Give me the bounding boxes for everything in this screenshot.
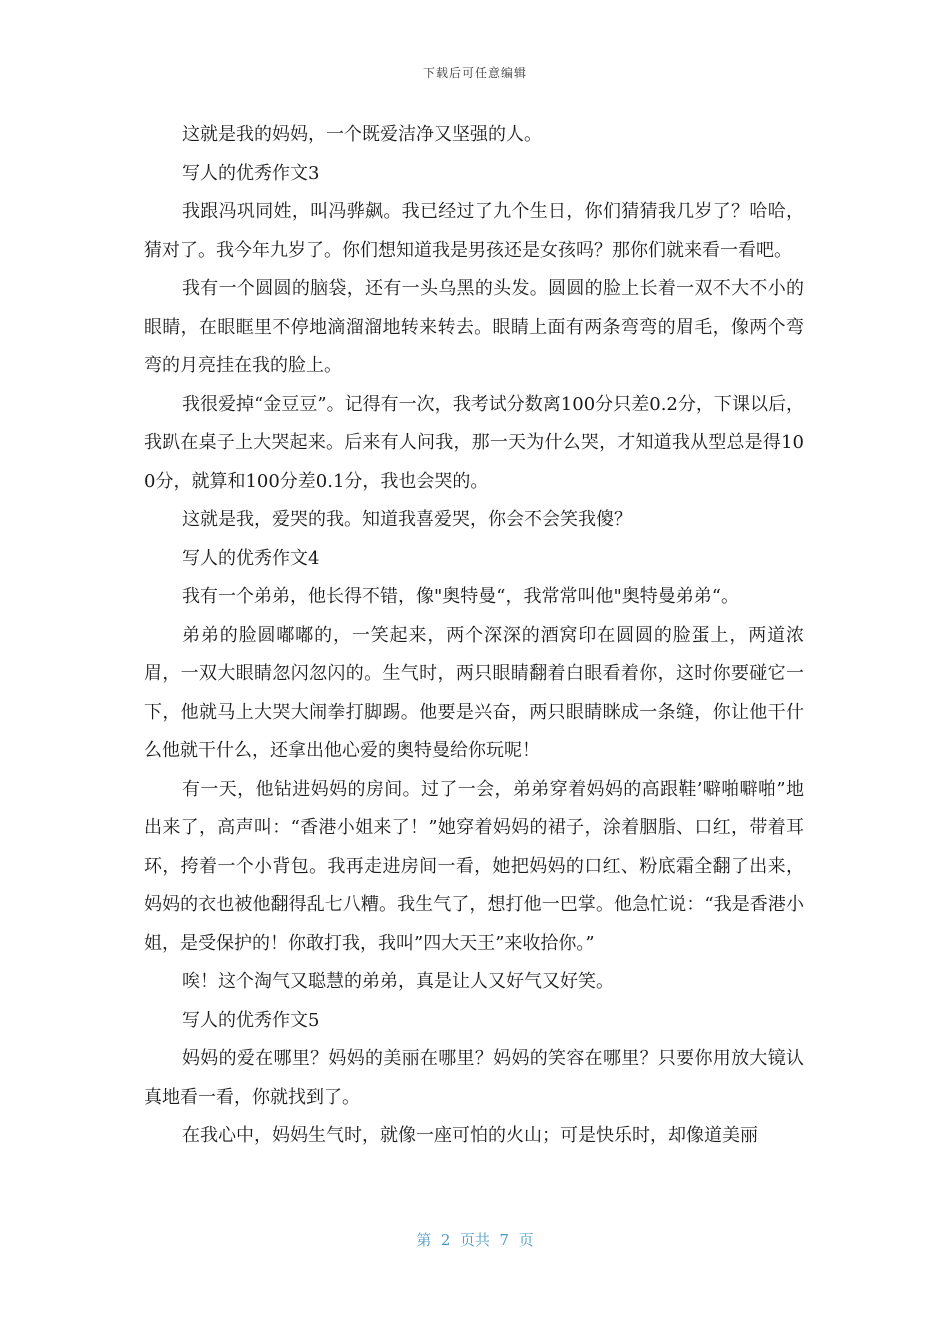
- page-header: 下载后可任意编辑: [422, 66, 527, 80]
- section-title: 写人的优秀作文3: [182, 162, 320, 184]
- paragraph: 在我心中，妈妈生气时，就像一座可怕的火山；可是快乐时，却像道美丽: [182, 1125, 758, 1146]
- paragraph: 我很爱掉“金豆豆”。记得有一次，我考试分数离100分只差0.2分，下课以后，我趴在桌子上大哭起来。后来有人问我，那一天为什么哭，才知道我从型总是得100分，就算和100分差0.1分，我也会哭的。: [144, 393, 804, 492]
- section-title: 写人的优秀作文4: [182, 547, 320, 569]
- document-body: [144, 116, 804, 1156]
- paragraph: 我有一个圆圆的脑袋，还有一头乌黑的头发。圆圆的脸上长着一双不大不小的眼睛，在眼眶里不停地滴溜溜地转来转去。眼睛上面有两条弯弯的眉毛，像两个弯弯的月亮挂在我的脸上。: [144, 278, 804, 376]
- section-title: 写人的优秀作文5: [182, 1009, 320, 1031]
- paragraph: 我跟冯巩同姓，叫冯骅飙。我已经过了九个生日，你们猜猜我几岁了？哈哈，猜对了。我今年九岁了。你们想知道我是男孩还是女孩吗？那你们就来看一看吧。: [144, 201, 804, 261]
- paragraph: 这就是我，爱哭的我。知道我喜爱哭，你会不会笑我傻？: [182, 509, 632, 530]
- paragraph: 唉！这个淘气又聪慧的弟弟，真是让人又好气又好笑。: [182, 971, 614, 992]
- paragraph: 有一天，他钻进妈妈的房间。过了一会，弟弟穿着妈妈的高跟鞋’噼啪噼啪”地出来了，高声叫：“香港小姐来了！”她穿着妈妈的裙子，涂着胭脂、口红，带着耳环，挎着一个小背包。我再走进房间一看，她把妈妈的口红、粉底霜全翻了出来，妈妈的衣也被他翻得乱七八糟。我生气了，想打他一巴掌。他急忙说：“我是香港小姐，是受保护的！你敢打我，我叫”四大天王”来收拾你。”: [144, 778, 804, 954]
- page-number: 第 2 页共 7 页: [416, 1231, 534, 1249]
- paragraph: 弟弟的脸圆嘟嘟的，一笑起来，两个深深的酒窝印在圆圆的脸蛋上，两道浓眉，一双大眼睛忽闪忽闪的。生气时，两只眼睛翻着白眼看着你，这时你要碰它一下，他就马上大哭大闹拳打脚踢。他要是兴奋，两只眼睛眯成一条缝，你让他干什么他就干什么，还拿出他心爱的奥特曼给你玩呢！: [144, 624, 804, 761]
- paragraph: 这就是我的妈妈，一个既爱洁净又坚强的人。: [182, 124, 542, 145]
- paragraph: 妈妈的爱在哪里？妈妈的美丽在哪里？妈妈的笑容在哪里？只要你用放大镜认真地看一看，你就找到了。: [144, 1048, 804, 1108]
- paragraph: 我有一个弟弟，他长得不错，像"奥特曼“，我常常叫他"奥特曼弟弟“。: [182, 586, 739, 607]
